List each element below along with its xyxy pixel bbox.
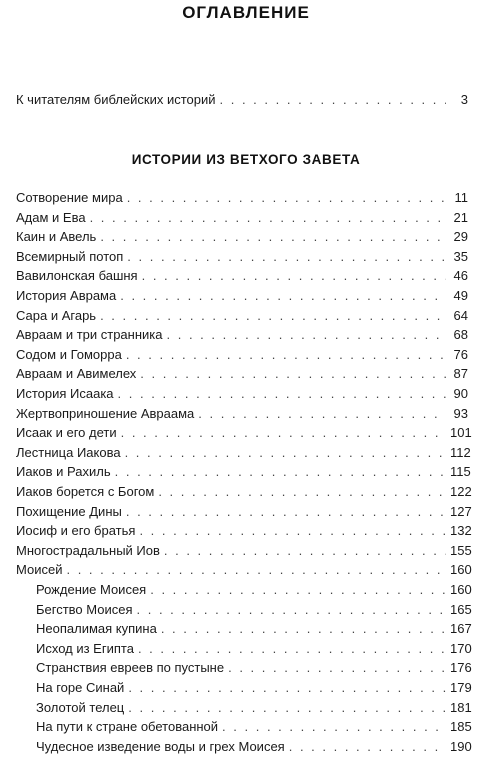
toc-entry-label: Вавилонская башня <box>16 268 138 284</box>
toc-entry-label: На горе Синай <box>36 680 125 695</box>
toc-entry-page: 160 <box>450 562 472 578</box>
toc-entry-label: Золотой телец <box>36 699 125 715</box>
toc-entry-page: 122 <box>450 484 472 499</box>
toc-entry-label: Адам и Ева <box>16 209 86 225</box>
toc-entry-page: 127 <box>450 503 472 519</box>
dot-leader <box>138 639 446 659</box>
toc-entry-page: 90 <box>453 386 468 401</box>
toc-entry-label: Чудесное изведение воды и грех Моисея <box>36 738 285 754</box>
toc-entry-label: Иаков борется с Богом <box>16 484 155 499</box>
dot-leader <box>139 521 446 541</box>
dot-leader <box>140 364 446 384</box>
toc-subentry <box>36 580 472 600</box>
toc-entry <box>16 208 468 228</box>
dot-leader <box>150 580 446 600</box>
toc-entry-page: 112 <box>450 444 471 460</box>
dot-leader <box>127 247 446 267</box>
toc-entry <box>16 384 468 404</box>
toc-entry <box>16 404 468 424</box>
toc-entry <box>16 521 472 541</box>
toc-entry-label: К читателям библейских историй <box>16 92 216 107</box>
toc-entry-page: 101 <box>450 425 472 441</box>
dot-leader <box>115 462 446 482</box>
toc-entry-label: Бегство Моисея <box>36 601 133 617</box>
dot-leader <box>90 208 446 228</box>
dot-leader <box>228 658 446 678</box>
toc-entry-page: 179 <box>450 680 472 695</box>
dot-leader <box>158 482 446 502</box>
toc-entry <box>16 541 472 561</box>
toc-subentry <box>36 737 472 757</box>
toc-entry-page: 64 <box>453 307 468 323</box>
dot-leader <box>164 541 446 561</box>
toc-entry-label: Рождение Моисея <box>36 582 147 597</box>
toc-entry-label: Исаак и его дети <box>16 425 117 441</box>
toc-entry-label: Неопалимая купина <box>36 621 157 637</box>
toc-entry-label: История Исаака <box>16 386 114 401</box>
toc-entry-label: Сотворение мира <box>16 190 123 205</box>
toc-entry-label: Жертвоприношение Авраама <box>16 405 195 421</box>
toc-subentry <box>36 658 472 678</box>
dot-leader <box>220 90 446 110</box>
section-title: ИСТОРИИ ИЗ ВЕТХОГО ЗАВЕТА <box>131 152 361 167</box>
toc-entry-page: 155 <box>450 542 472 558</box>
dot-leader <box>142 266 446 286</box>
toc-entry-label: Авраам и Авимелех <box>16 366 137 382</box>
toc-entry <box>16 423 472 443</box>
toc-entry-page: 132 <box>450 523 472 539</box>
toc-entry-page: 49 <box>453 288 468 303</box>
toc-entry <box>16 247 468 267</box>
toc-subentry <box>36 639 472 659</box>
toc-subentry <box>36 619 472 639</box>
dot-leader <box>66 560 446 580</box>
dot-leader <box>198 404 446 424</box>
toc-entry-label: На пути к стране обетованной <box>36 719 219 735</box>
toc-entry-page: 170 <box>450 640 472 656</box>
dot-leader <box>100 227 446 247</box>
toc-entry-page: 167 <box>450 621 472 637</box>
toc-entry-page: 165 <box>450 601 472 617</box>
toc-entry-page: 181 <box>450 699 472 715</box>
toc-entry-page: 68 <box>453 327 468 343</box>
toc-entry-label: Исход из Египта <box>36 640 134 656</box>
toc-entry-page: 35 <box>453 248 468 264</box>
toc-entry <box>16 188 468 208</box>
dot-leader <box>128 698 446 718</box>
toc-entry-label: Содом и Гоморра <box>16 346 122 362</box>
toc-entry-page: 76 <box>453 346 468 362</box>
toc-entry-label: Похищение Дины <box>16 503 122 519</box>
page-title: ОГЛАВЛЕНИЕ <box>182 3 310 22</box>
toc-entry-page: 21 <box>453 209 468 225</box>
toc-entry-label: Авраам и три странника <box>16 327 163 343</box>
toc-entry-page: 185 <box>450 719 472 735</box>
dot-leader <box>137 600 446 620</box>
toc-entry-label: Лестница Иакова <box>16 444 121 460</box>
toc-entry-page: 93 <box>453 405 468 421</box>
toc-entry <box>16 502 472 522</box>
dot-leader <box>126 345 446 365</box>
toc-entry-page: 87 <box>453 366 468 382</box>
toc-entry <box>16 443 471 463</box>
toc-entry <box>16 560 472 580</box>
toc-entry <box>16 364 468 384</box>
toc-entry <box>16 306 468 326</box>
dot-leader <box>100 306 446 326</box>
dot-leader <box>127 188 446 208</box>
toc-entry-page: 3 <box>460 92 468 107</box>
toc-entry-label: Всемирный потоп <box>16 248 124 264</box>
toc-subentry <box>36 678 472 698</box>
dot-leader <box>167 325 447 345</box>
dot-leader <box>128 678 446 698</box>
toc-entry-page: 29 <box>453 229 468 245</box>
toc-entry-label: Иаков и Рахиль <box>16 464 111 480</box>
toc-entry-label: История Аврама <box>16 288 117 303</box>
toc-entry-page: 11 <box>454 190 468 205</box>
toc-entry-label: Сара и Агарь <box>16 307 97 323</box>
toc-entry <box>16 345 468 365</box>
toc-entry-preface <box>16 90 468 110</box>
toc-entry <box>16 462 471 482</box>
dot-leader <box>120 286 446 306</box>
toc-subentry <box>36 698 472 718</box>
dot-leader <box>161 619 446 639</box>
dot-leader <box>118 384 446 404</box>
toc-entry <box>16 325 468 345</box>
toc-entry-page: 190 <box>450 738 472 754</box>
toc-entry-page: 176 <box>450 660 472 676</box>
toc-entry-label: Моисей <box>16 562 63 578</box>
toc-entry-page: 115 <box>450 464 471 480</box>
toc-entry <box>16 266 468 286</box>
toc-subentry <box>36 600 472 620</box>
toc-entry <box>16 227 468 247</box>
dot-leader <box>125 443 446 463</box>
dot-leader <box>121 423 446 443</box>
toc-entry-label: Каин и Авель <box>16 229 97 245</box>
toc-entry-page: 46 <box>453 268 468 284</box>
dot-leader <box>222 717 446 737</box>
dot-leader <box>126 502 446 522</box>
toc-entry <box>16 482 472 502</box>
toc-entry-label: Иосиф и его братья <box>16 523 136 539</box>
toc-entry <box>16 286 468 306</box>
dot-leader <box>289 737 446 757</box>
toc-entry-page: 160 <box>450 582 472 597</box>
toc-entry-label: Многострадальный Иов <box>16 542 160 558</box>
toc-entry-label: Странствия евреев по пустыне <box>36 660 225 676</box>
toc-subentry <box>36 717 472 737</box>
